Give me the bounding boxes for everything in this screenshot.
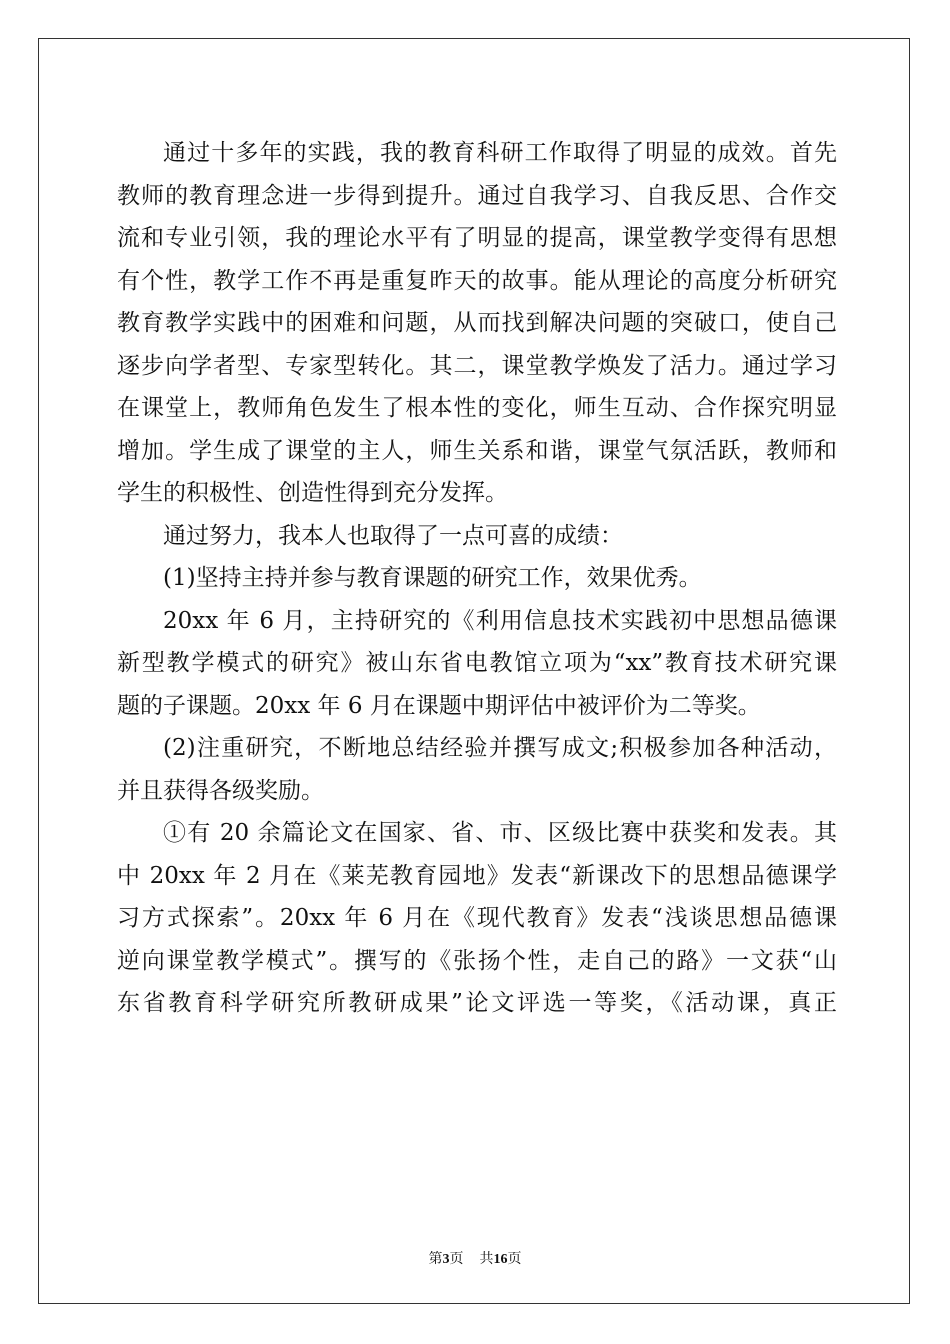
- document-body: [117, 132, 837, 1025]
- text-line: (1)坚持主持并参与教育课题的研究工作，效果优秀。: [163, 565, 702, 591]
- text-line: 逐步向学者型、专家型转化。其二，课堂教学焕发了活力。通过学习: [117, 352, 837, 379]
- text-line: 习方式探索”。20xx 年 6 月在《现代教育》发表“浅谈思想品德课: [117, 905, 837, 931]
- text-line: (2)注重研究，不断地总结经验并撰写成文;积极参加各种活动，: [163, 735, 837, 761]
- text-line: 中 20xx 年 2 月在《莱芜教育园地》发表“新课改下的思想品德课学: [117, 862, 837, 889]
- text-line: 通过努力，我本人也取得了一点可喜的成绩：: [163, 522, 623, 549]
- text-line: 有个性，教学工作不再是重复昨天的故事。能从理论的高度分析研究: [117, 267, 837, 294]
- footer-total-prefix: 共: [479, 1252, 494, 1267]
- text-line: 教师的教育理念进一步得到提升。通过自我学习、自我反思、合作交: [117, 182, 837, 209]
- footer-total-pages: 16: [493, 1252, 508, 1267]
- text-line: 通过十多年的实践，我的教育科研工作取得了明显的成效。首先: [163, 140, 837, 166]
- text-line: 逆向课堂教学模式”。撰写的《张扬个性，走自己的路》一文获“山: [117, 947, 837, 974]
- text-line: 在课堂上，教师角色发生了根本性的变化，师生互动、合作探究明显: [117, 395, 837, 421]
- text-line: 题的子课题。20xx 年 6 月在课题中期评估中被评价为二等奖。: [117, 692, 761, 719]
- text-line: 20xx 年 6 月，主持研究的《利用信息技术实践初中思想品德课: [163, 607, 837, 634]
- text-line: 新型教学模式的研究》被山东省电教馆立项为“xx”教育技术研究课: [117, 650, 837, 676]
- text-line: 并且获得各级奖励。: [117, 777, 324, 804]
- page-footer: [0, 1248, 950, 1268]
- text-line: 教育教学实践中的困难和问题，从而找到解决问题的突破口，使自己: [117, 310, 837, 336]
- footer-page-prefix: 第: [428, 1252, 443, 1267]
- text-line: ①有 20 余篇论文在国家、省、市、区级比赛中获奖和发表。其: [163, 820, 837, 846]
- footer-total-suffix: 页: [507, 1252, 522, 1267]
- text-line: 东省教育科学研究所教研成果”论文评选一等奖，《活动课，真正: [117, 990, 837, 1016]
- footer-page-suffix: 页: [449, 1252, 464, 1267]
- text-line: 学生的积极性、创造性得到充分发挥。: [117, 480, 508, 506]
- text-line: 增加。学生成了课堂的主人，师生关系和谐，课堂气氛活跃，教师和: [117, 437, 837, 464]
- footer-current-page: 3: [442, 1252, 450, 1267]
- text-line: 流和专业引领，我的理论水平有了明显的提高，课堂教学变得有思想: [117, 225, 837, 251]
